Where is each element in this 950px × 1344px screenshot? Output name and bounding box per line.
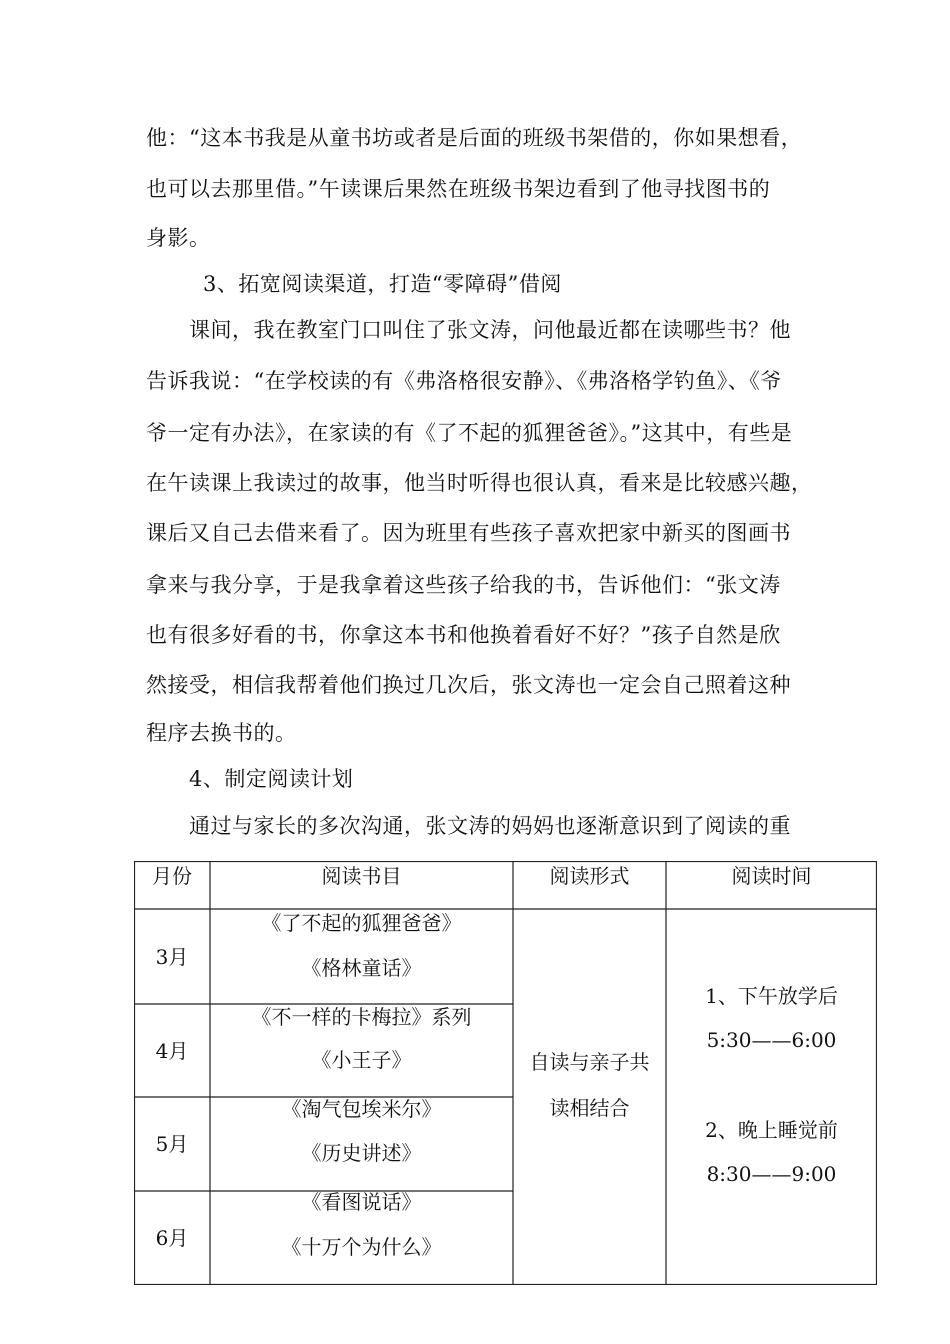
paragraph-line: 课间，我在教室门口叫住了张文涛，问他最近都在读哪些书？他 [189, 318, 791, 342]
month-cell [134, 909, 210, 1004]
reading-form: 读相结合 [549, 1096, 630, 1120]
section-heading-3: 3、拓宽阅读渠道，打造“零障碍”借阅 [203, 272, 562, 296]
paragraph-line: 他：“这本书我是从童书坊或者是后面的班级书架借的，你如果想看， [146, 126, 803, 150]
header-month: 月份 [152, 864, 192, 888]
book-title: 《了不起的狐狸爸爸》 [261, 911, 462, 935]
book-title: 《历史讲述》 [301, 1141, 422, 1165]
month-label: 4月 [155, 1038, 189, 1063]
paragraph-line: 告诉我说：“在学校读的有《弗洛格很安静》、《弗洛格学钓鱼》、《爷 [146, 369, 782, 393]
month-label: 3月 [155, 944, 189, 969]
paragraph-line: 爷一定有办法》，在家读的有《了不起的狐狸爸爸》。”这其中，有些是 [146, 421, 793, 445]
paragraph-line: 课后又自己去借来看了。因为班里有些孩子喜欢把家中新买的图画书 [146, 521, 791, 545]
header-books: 阅读书目 [321, 864, 402, 888]
header-form: 阅读形式 [549, 864, 630, 888]
paragraph-line: 也有很多好看的书，你拿这本书和他换着看好不好？”孩子自然是欣 [146, 623, 781, 647]
header-time: 阅读时间 [731, 864, 812, 888]
paragraph-line: 身影。 [146, 226, 211, 250]
book-title: 《看图说话》 [301, 1190, 422, 1214]
month-label: 5月 [155, 1132, 189, 1156]
reading-time-slot: 1、下午放学后 [705, 984, 838, 1008]
month-cell [134, 1191, 210, 1285]
paragraph-line: 然接受，相信我帮着他们换过几次后，张文涛也一定会自己照着这种 [146, 673, 791, 697]
reading-form: 自读与亲子共 [529, 1050, 650, 1074]
month-cell [134, 1004, 210, 1097]
book-title: 《格林童话》 [301, 956, 422, 980]
book-title: 《小王子》 [311, 1048, 412, 1072]
month-cell [134, 1097, 210, 1191]
paragraph-line: 程序去换书的。 [146, 721, 297, 745]
paragraph-line: 也可以去那里借。”午读课后果然在班级书架边看到了他寻找图书的 [146, 177, 771, 201]
paragraph-line: 通过与家长的多次沟通，张文涛的妈妈也逐渐意识到了阅读的重 [189, 814, 791, 838]
book-title: 《淘气包埃米尔》 [281, 1097, 442, 1121]
section-heading-4: 4、制定阅读计划 [189, 767, 354, 791]
paragraph-line: 在午读课上我读过的故事，他当时听得也很认真，看来是比较感兴趣， [146, 471, 813, 495]
book-title: 《不一样的卡梅拉》系列 [251, 1005, 472, 1029]
reading-plan-table [134, 861, 877, 1285]
month-label: 6月 [155, 1226, 189, 1250]
book-title: 《十万个为什么》 [281, 1235, 442, 1259]
paragraph-line: 拿来与我分享，于是我拿着这些孩子给我的书，告诉他们：“张文涛 [146, 573, 781, 597]
reading-time-range: 5:30——6:00 [706, 1028, 837, 1052]
reading-time-slot: 2、晚上睡觉前 [705, 1118, 838, 1142]
reading-time-range: 8:30——9:00 [706, 1162, 837, 1186]
